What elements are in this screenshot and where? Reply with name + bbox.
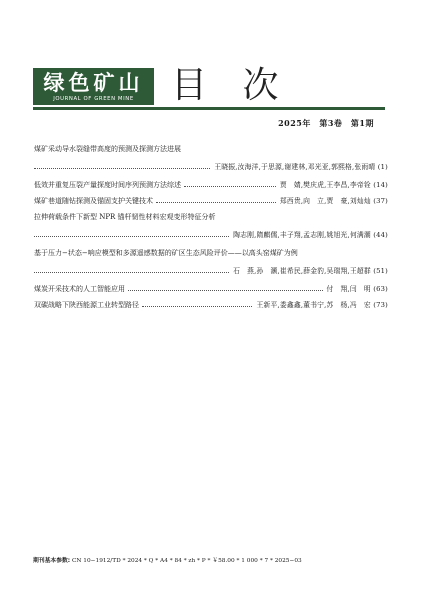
toc-entry[interactable] (34, 145, 388, 172)
leader-dots (128, 290, 323, 291)
leader-dots (34, 168, 210, 169)
toc-entry[interactable] (34, 249, 388, 276)
toc-entry-title[interactable]: 煤矿巷道随钻探测及锚固支护关键技术 (34, 197, 153, 205)
toc-entry-title[interactable]: 拉伸荷载条件下新型 NPR 锚杆韧性材料宏观变形特征分析 (34, 213, 216, 221)
toc-entry-authors: 王晓振,汝海洋,于思源,谢建林,邓光亚,郭熙格,张雨晴 (1) (214, 163, 388, 171)
toc-entry[interactable] (34, 285, 388, 294)
journal-parameters-label: 期刊基本参数: (33, 558, 71, 564)
toc-entry-authors: 石 燕,孙 灏,崔希民,薛金豹,吴瑞翔,王超群 (51) (233, 267, 388, 275)
toc-entry-authors: 贾 婧,樊庆虎,王李昌,李帝铨 (14) (279, 181, 388, 189)
toc-entry-authors: 付 翔,闫 明 (63) (326, 285, 388, 293)
leader-dots (184, 186, 276, 187)
header-divider (33, 107, 385, 110)
toc-entry-title[interactable]: 煤炭开采技术的人工智能应用 (34, 285, 125, 293)
toc-entry[interactable] (34, 197, 388, 206)
journal-logo (33, 68, 154, 105)
leader-dots (34, 272, 229, 273)
journal-parameters (33, 555, 302, 564)
leader-dots (142, 306, 252, 307)
toc-entry[interactable] (34, 181, 388, 190)
toc-entry-title[interactable]: 双碳战略下陕西能源工业转型路径 (34, 301, 139, 309)
section-title: 目 次 (171, 65, 291, 106)
toc-entry[interactable] (34, 301, 388, 310)
journal-name-cn: 绿色矿山 (43, 71, 144, 95)
toc-entry-title[interactable]: 基于压力−状态−响应模型和多源遥感数据的矿区生态风险评价——以高头窑煤矿为例 (34, 249, 298, 257)
toc-entry-authors: 王新平,娄鑫鑫,董书宁,苏 杨,冯 宏 (73) (256, 301, 388, 309)
journal-parameters-value: CN 10−1912/TD * 2024 * Q * A4 * 84 * zh * P * ￥58.00 * 1 000 * 7 * 2025−03 (71, 558, 302, 564)
toc-entry-authors: 陶志刚,隋麒儒,丰子翔,孟志刚,姚旭光,何满潮 (44) (233, 231, 388, 239)
issue-line: 2025年 第3卷 第1期 (278, 118, 374, 128)
toc-entry[interactable] (34, 213, 388, 240)
toc-entry-title[interactable]: 煤矿采动导水裂缝带高度的预测及探测方法进展 (34, 145, 181, 153)
toc-entry-authors: 郑西贵,向 立,贾 豪,刘灿灿 (37) (279, 197, 388, 205)
leader-dots (34, 236, 229, 237)
toc-entry-title[interactable]: 低效并重复压裂产量探度时间序列预测方法综述 (34, 181, 181, 189)
journal-name-en: JOURNAL OF GREEN MINE (53, 96, 134, 102)
leader-dots (156, 202, 276, 203)
